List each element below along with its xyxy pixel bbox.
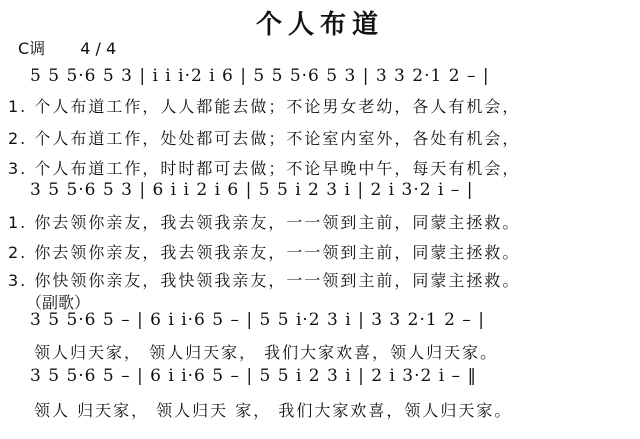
key-and-time (18, 36, 146, 59)
lyric-line: 领人归天家， 领人归天家， 我们大家欢喜，领人归天家。 (34, 343, 499, 362)
lyric-line: 2. 你去领你亲友，我去领我亲友，一一领到主前，同蒙主拯救。 (8, 243, 521, 262)
lyric-line: 3. 你快领你亲友，我快领我亲友，一一领到主前，同蒙主拯救。 (8, 271, 521, 290)
song-title: 个人布道 (255, 10, 384, 40)
notation-line: 3 5 5·6 5 3 | 6 i i 2 i 6 | 5 5 i 2 3 i | 2 i 3·2 i – | (30, 180, 474, 200)
lyric-line: 2. 个人布道工作，处处都可去做；不论室内室外，各处有机会， (8, 129, 521, 148)
lyric-line: 领人 归天家， 领人归天 家， 我们大家欢喜，领人归天家。 (34, 401, 513, 420)
chorus-label: （副歌） (26, 293, 91, 312)
notation-line: 5 5 5·6 5 3 | i i i·2 i 6 | 5 5 5·6 5 3 | 3 3 2·1 2 – | (30, 66, 490, 86)
notation-line: 3 5 5·6 5 – | 6 i i·6 5 – | 5 5 i·2 3 i | 3 3 2·1 2 – | (30, 310, 485, 330)
key-signature: C调 (18, 39, 46, 58)
time-signature: 4 / 4 (80, 39, 117, 58)
notation-line: 3 5 5·6 5 – | 6 i i·6 5 – | 5 5 i 2 3 i | 2 i 3·2 i – ‖ (30, 366, 477, 386)
lyric-line: 1. 你去领你亲友，我去领我亲友，一一领到主前，同蒙主拯救。 (8, 213, 521, 232)
lyric-line: 3. 个人布道工作，时时都可去做；不论早晚中午，每天有机会， (8, 159, 521, 178)
lyric-line: 1. 个人布道工作，人人都能去做；不论男女老幼，各人有机会， (8, 97, 521, 116)
